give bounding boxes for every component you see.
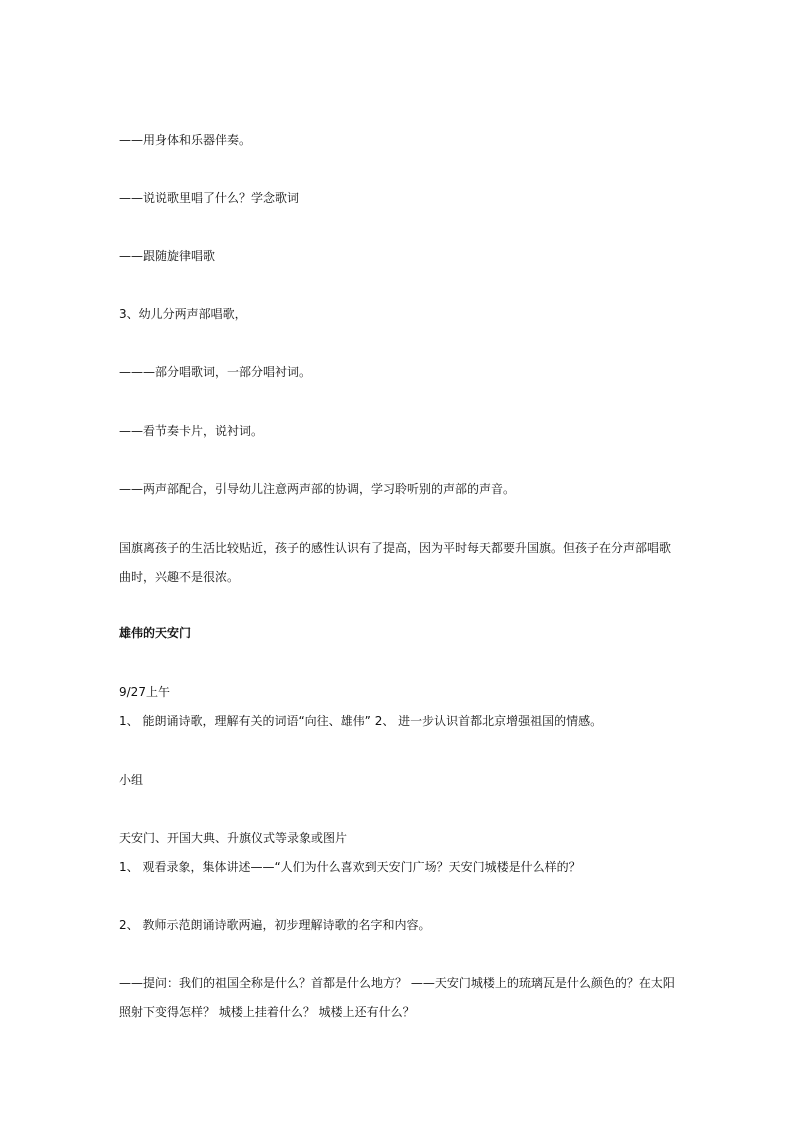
reflection-paragraph: 国旗离孩子的生活比较贴近，孩子的感性认识有了提高，因为平时每天都要升国旗。但孩子在分声部唱歌曲时，兴趣不是很浓。 [119,541,672,584]
section-title: 雄伟的天安门 [119,626,192,640]
questions-paragraph: ——提问：我们的祖国全称是什么？首都是什么地方？ ——天安门城楼上的琉璃瓦是什么颜色的？在太阳照射下变得怎样？ 城楼上挂着什么？ 城楼上还有什么？ [119,976,675,1019]
step-2-line: 2、 教师示范朗诵诗歌两遍，初步理解诗歌的名字和内容。 [119,918,431,932]
text-line-rhythm-cards: ——看节奏卡片，说衬词。 [119,424,264,438]
text-line-lyrics: ——说说歌里唱了什么？学念歌词 [119,191,300,205]
text-line-two-parts: 3、幼儿分两声部唱歌， [119,307,247,321]
step-1-line: 1、 观看录象，集体讲述——“人们为什么喜欢到天安门广场？天安门城楼是什么样的？ [119,860,581,874]
materials-line: 天安门、开国大典、升旗仪式等录象或图片 [119,831,348,845]
group-line: 小组 [119,773,144,787]
text-line-accompaniment: ——用身体和乐器伴奏。 [119,133,252,147]
text-line-melody: ——跟随旋律唱歌 [119,249,216,263]
goals-line: 1、 能朗诵诗歌，理解有关的词语“向往、雄伟” 2、 进一步认识首都北京增强祖国的情感。 [119,714,603,728]
text-line-coordination: ——两声部配合，引导幼儿注意两声部的协调，学习聆听别的声部的声音。 [119,482,516,496]
date-line: 9/27上午 [119,685,170,699]
text-line-part-split: ———部分唱歌词，一部分唱衬词。 [119,365,312,379]
